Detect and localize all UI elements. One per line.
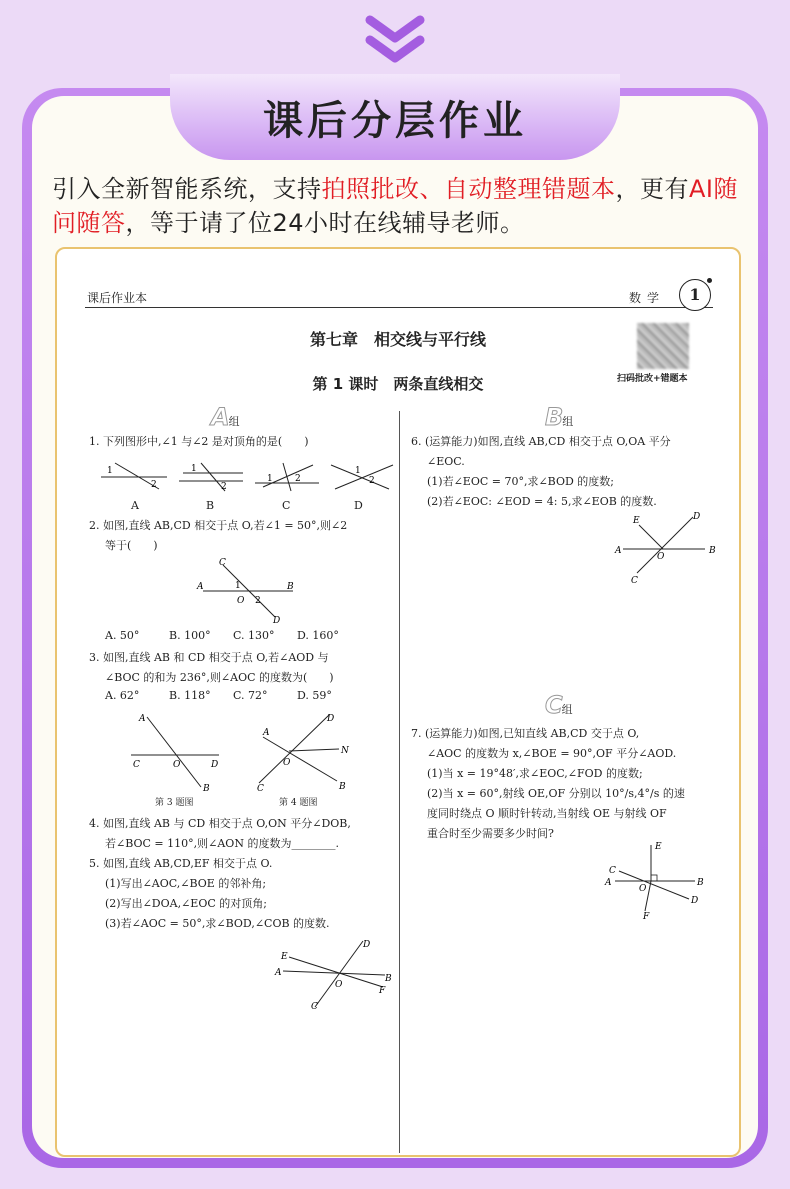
point-label: D: [211, 760, 219, 770]
point-label: B: [287, 582, 294, 592]
question-4-line1: 4. 如图,直线 AB 与 CD 相交于点 O,ON 平分∠DOB,: [89, 817, 351, 830]
group-suffix: 组: [561, 703, 573, 716]
column-divider: [399, 411, 400, 1153]
question-7-line2: ∠AOC 的度数为 x,∠BOE = 90°,OF 平分∠AOD.: [427, 747, 677, 760]
point-label: B: [203, 784, 210, 794]
group-a-heading: [211, 403, 240, 431]
point-label: F: [643, 912, 650, 922]
point-label: O: [237, 596, 245, 606]
q2-figure: [197, 555, 307, 625]
question-6-line4: (2)若∠EOC: ∠EOD = 4: 5,求∠EOB 的度数.: [427, 495, 657, 508]
point-label: D: [693, 512, 701, 522]
angle-label: 1: [107, 466, 113, 476]
angle-label: 1: [267, 474, 273, 484]
q3-option: C. 72°: [233, 689, 268, 702]
q1-option: D: [354, 499, 363, 512]
q2-option: D. 160°: [297, 629, 339, 642]
point-label: C: [311, 1002, 318, 1012]
point-label: D: [691, 896, 699, 906]
header-rule: [85, 307, 713, 308]
question-6-line1: 6. (运算能力)如图,直线 AB,CD 相交于点 O,OA 平分: [411, 435, 671, 448]
q2-option: A. 50°: [105, 629, 140, 642]
sheet-header-subject: 数学: [629, 291, 666, 305]
group-c-heading: [545, 691, 573, 719]
point-label: E: [281, 952, 288, 962]
angle-label: 1: [355, 466, 361, 476]
question-3-line1: 3. 如图,直线 AB 和 CD 相交于点 O,若∠AOD 与: [89, 651, 329, 664]
point-label: A: [197, 582, 204, 592]
worksheet-page: [55, 247, 741, 1157]
question-1: 1. 下列图形中,∠1 与∠2 是对顶角的是( ): [89, 435, 309, 448]
q3-option: D. 59°: [297, 689, 332, 702]
angle-label: 2: [295, 474, 301, 484]
point-label: O: [335, 980, 343, 990]
question-7-line5: 度同时绕点 O 顺时针转动,当射线 OE 与射线 OF: [427, 807, 667, 820]
point-label: C: [219, 558, 226, 568]
angle-label: 1: [235, 581, 241, 591]
question-5-line3: (2)写出∠DOA,∠EOC 的对顶角;: [105, 897, 267, 910]
group-suffix: 组: [228, 415, 240, 428]
point-label: C: [609, 866, 616, 876]
q1-figure-b: [177, 459, 247, 495]
q7-figure: [603, 841, 713, 921]
question-7-line4: (2)当 x = 60°,射线 OE,OF 分别以 10°/s,4°/s 的速: [427, 787, 685, 800]
angle-label: 2: [151, 480, 157, 490]
sheet-header-left: 课后作业本: [87, 291, 148, 305]
figure-4-caption: 第 4 题图: [279, 798, 318, 808]
point-label: O: [283, 758, 291, 768]
q6-figure: [613, 511, 723, 585]
page-title: 课后分层作业: [263, 97, 527, 144]
q1-figure-c: [253, 459, 323, 495]
question-4-line2: 若∠BOC = 110°,则∠AON 的度数为________.: [105, 837, 339, 850]
question-2-line2: 等于( ): [105, 539, 158, 552]
point-label: O: [173, 760, 181, 770]
question-5-line4: (3)若∠AOC = 50°,求∠BOD,∠COB 的度数.: [105, 917, 330, 930]
qr-label: 扫码批改+错题本: [617, 374, 688, 384]
intro-part: ，等于请了位24小时在线辅导老师。: [125, 209, 525, 237]
lesson-title: 第 1 课时 两条直线相交: [312, 375, 484, 393]
point-label: A: [263, 728, 270, 738]
q1-option: A: [131, 499, 139, 512]
q3-figure: [131, 711, 223, 794]
question-5-line2: (1)写出∠AOC,∠BOE 的邻补角;: [105, 877, 267, 890]
question-5-line1: 5. 如图,直线 AB,CD,EF 相交于点 O.: [89, 857, 273, 870]
point-label: C: [631, 576, 638, 586]
q2-option: C. 130°: [233, 629, 275, 642]
qr-code[interactable]: [637, 323, 689, 369]
point-label: B: [709, 546, 716, 556]
point-label: N: [341, 746, 349, 756]
point-label: A: [139, 714, 146, 724]
question-6-line3: (1)若∠EOC = 70°,求∠BOD 的度数;: [427, 475, 615, 488]
q5-figure: [273, 935, 393, 1012]
page-number-dot: [707, 278, 712, 283]
point-label: A: [605, 878, 612, 888]
q1-option: B: [206, 499, 215, 512]
group-b-heading: [545, 403, 573, 431]
point-label: B: [339, 782, 346, 792]
group-suffix: 组: [562, 415, 574, 428]
q3-option: A. 62°: [105, 689, 140, 702]
point-label: B: [697, 878, 704, 888]
chapter-title: 第七章 相交线与平行线: [309, 330, 486, 349]
intro-part: 引入全新智能系统，支持: [52, 175, 322, 203]
group-letter: C: [545, 691, 562, 719]
question-6-line2: ∠EOC.: [427, 455, 465, 468]
question-7-line1: 7. (运算能力)如图,已知直线 AB,CD 交于点 O,: [411, 727, 640, 740]
point-label: A: [275, 968, 282, 978]
q1-figure-d: [329, 459, 399, 495]
question-7-line3: (1)当 x = 19°48′,求∠EOC,∠FOD 的度数;: [427, 767, 643, 780]
angle-label: 2: [369, 476, 375, 486]
angle-label: 2: [255, 596, 261, 606]
question-2-line1: 2. 如图,直线 AB,CD 相交于点 O,若∠1 = 50°,则∠2: [89, 519, 348, 532]
point-label: C: [257, 784, 264, 794]
point-label: D: [363, 940, 371, 950]
q1-option: C: [282, 499, 291, 512]
group-letter: A: [211, 403, 229, 431]
point-label: C: [133, 760, 140, 770]
page-number: 1: [679, 279, 711, 311]
point-label: B: [385, 974, 392, 984]
angle-label: 1: [191, 464, 197, 474]
intro-highlight: AI随问随答: [52, 175, 738, 237]
point-label: O: [657, 552, 665, 562]
q3-option: B. 118°: [169, 689, 211, 702]
point-label: E: [655, 842, 662, 852]
intro-part: ，更有: [615, 175, 689, 203]
point-label: A: [615, 546, 622, 556]
point-label: E: [633, 516, 640, 526]
angle-label: 2: [221, 482, 227, 492]
q4-figure: [253, 711, 353, 794]
double-chevron-down-icon: [362, 14, 428, 64]
figure-3-caption: 第 3 题图: [155, 798, 194, 808]
point-label: D: [273, 616, 281, 626]
group-letter: B: [545, 403, 563, 431]
title-tab: [170, 74, 620, 160]
intro-highlight: 拍照批改、自动整理错题本: [321, 175, 616, 203]
question-7-line6: 重合时至少需要多少时间?: [427, 827, 554, 840]
intro-text: [52, 172, 752, 240]
question-3-line2: ∠BOC 的和为 236°,则∠AOC 的度数为( ): [105, 671, 334, 684]
point-label: O: [639, 884, 647, 894]
q2-option: B. 100°: [169, 629, 211, 642]
q1-figure-a: [101, 459, 171, 495]
point-label: F: [379, 986, 386, 996]
point-label: D: [327, 714, 335, 724]
